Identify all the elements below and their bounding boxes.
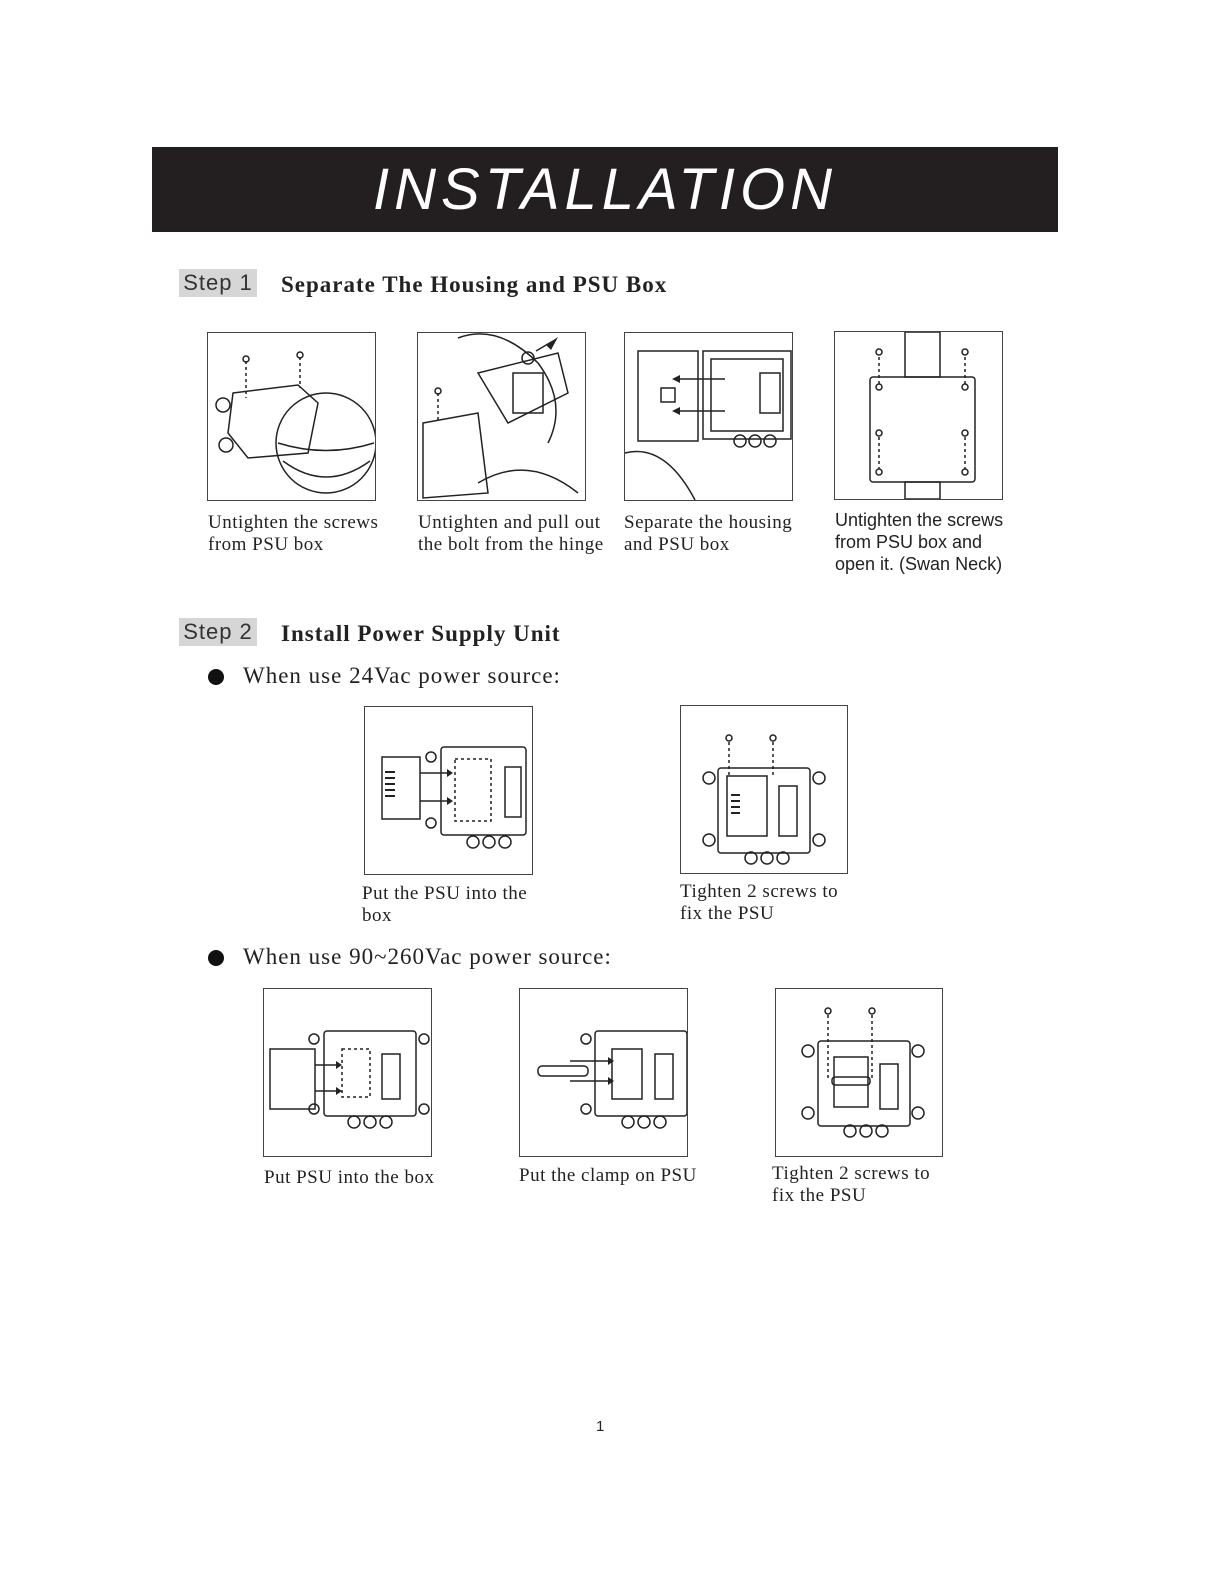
step-1-badge: Step 1 <box>179 269 257 297</box>
caption-line: Separate the housing <box>624 512 793 533</box>
bullet-icon <box>208 669 224 685</box>
caption-line: Untighten the screws <box>208 512 379 533</box>
title-banner <box>152 147 1058 232</box>
caption-tighten-screws-2 <box>772 1163 992 1207</box>
caption-line: fix the PSU <box>680 903 775 924</box>
bullet-icon <box>208 950 224 966</box>
caption-line: Put the clamp on PSU <box>519 1165 697 1186</box>
caption-pull-bolt <box>418 512 623 556</box>
caption-line: open it. (Swan Neck) <box>835 554 1003 574</box>
caption-line: Put PSU into the box <box>264 1167 435 1188</box>
figure-put-clamp-on-psu <box>519 988 688 1157</box>
caption-tighten-screws <box>680 881 900 925</box>
figure-tighten-screws-90-260vac <box>775 988 943 1157</box>
page-title: INSTALLATION <box>373 157 837 222</box>
caption-line: from PSU box <box>208 534 324 555</box>
caption-line: box <box>362 905 392 926</box>
page-number: 1 <box>596 1418 605 1435</box>
step-2-badge: Step 2 <box>179 618 257 646</box>
step-2-title: Install Power Supply Unit <box>281 621 561 646</box>
figure-separate-housing <box>624 332 793 501</box>
figure-tighten-screws-24vac <box>680 705 848 874</box>
caption-put-psu-into-the-box <box>264 1167 484 1189</box>
caption-line: Untighten and pull out <box>418 512 601 533</box>
caption-line: and PSU box <box>624 534 730 555</box>
caption-put-psu-into-box <box>362 883 582 927</box>
figure-put-psu-into-box-24vac <box>364 706 533 875</box>
caption-put-clamp <box>519 1165 739 1187</box>
figure-open-psu-box-swan-neck <box>834 331 1003 500</box>
figure-pull-out-hinge-bolt <box>417 332 586 501</box>
caption-line: Untighten the screws <box>835 510 1004 530</box>
figure-put-psu-into-box-90-260vac <box>263 988 432 1157</box>
caption-line: Put the PSU into the <box>362 883 528 904</box>
step-1-title: Separate The Housing and PSU Box <box>281 272 668 297</box>
caption-line: the bolt from the hinge <box>418 534 604 555</box>
caption-line: fix the PSU <box>772 1185 867 1206</box>
caption-open-swan-neck <box>835 509 1035 575</box>
caption-line: from PSU box and <box>835 532 983 552</box>
caption-untighten-screws <box>208 512 408 556</box>
caption-separate-housing <box>624 512 829 556</box>
caption-line: Tighten 2 screws to <box>680 881 839 902</box>
figure-untighten-psu-screws <box>207 332 376 501</box>
caption-line: Tighten 2 screws to <box>772 1163 931 1184</box>
section-24vac-label: When use 24Vac power source: <box>243 663 561 688</box>
section-90-260vac-label: When use 90~260Vac power source: <box>243 944 612 969</box>
